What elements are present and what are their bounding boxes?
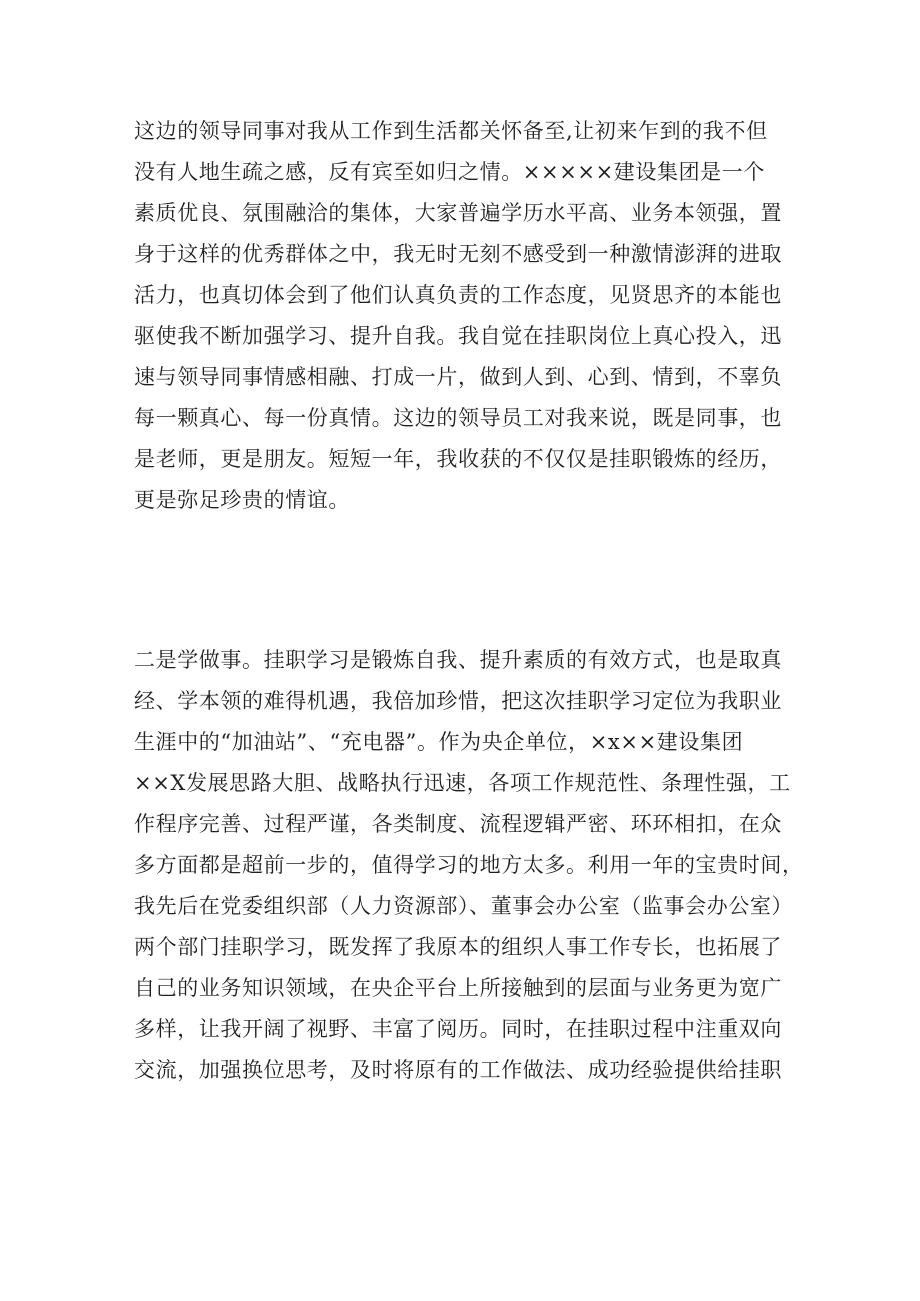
text-line: 交流，加强换位思考，及时将原有的工作做法、成功经验提供给挂职 (134, 1058, 782, 1082)
text-line: 多方面都是超前一步的，值得学习的地方太多。利用一年的宝贵时间， (134, 853, 804, 877)
text-line: 生涯中的“加油站”、“充电器”。作为央企单位，×x××建设集团 (134, 730, 744, 754)
paragraph-1 (134, 111, 814, 521)
text-line: 更是弥足珍贵的情谊。 (134, 488, 350, 512)
text-line: 这边的领导同事对我从工作到生活都关怀备至,让初来乍到的我不但 (134, 119, 768, 143)
text-line: 我先后在党委组织部（人力资源部）、董事会办公室（监事会办公室） (134, 894, 794, 918)
text-line: 是老师，更是朋友。短短一年，我收获的不仅仅是挂职锻炼的经历， (134, 447, 782, 471)
text-line: 两个部门挂职学习，既发挥了我原本的组织人事工作专长，也拓展了 (134, 935, 782, 959)
text-line: ××X发展思路大胆、战略执行迅速，各项工作规范性、条理性强，工 (134, 771, 791, 795)
text-line: 多样，让我开阔了视野、丰富了阅历。同时，在挂职过程中注重双向 (134, 1017, 782, 1041)
text-line: 速与领导同事情感相融、打成一片，做到人到、心到、情到，不辜负 (134, 365, 782, 389)
text-line: 作程序完善、过程严谨，各类制度、流程逻辑严密、环环相扣，在众 (134, 812, 782, 836)
text-line: 没有人地生疏之感，反有宾至如归之情。×××××建设集团是一个 (134, 160, 765, 184)
text-line: 二是学做事。挂职学习是锻炼自我、提升素质的有效方式，也是取真 (134, 648, 782, 672)
text-line: 驱使我不断加强学习、提升自我。我自觉在挂职岗位上真心投入，迅 (134, 324, 782, 348)
text-line: 身于这样的优秀群体之中，我无时无刻不感受到一种激情澎湃的进取 (134, 242, 782, 266)
text-line: 每一颗真心、每一份真情。这边的领导员工对我来说，既是同事，也 (134, 406, 782, 430)
text-line: 自己的业务知识领域，在央企平台上所接触到的层面与业务更为宽广 (134, 976, 782, 1000)
text-line: 经、学本领的难得机遇，我倍加珍惜，把这次挂职学习定位为我职业 (134, 689, 782, 713)
text-line: 活力，也真切体会到了他们认真负责的工作态度，见贤思齐的本能也 (134, 283, 782, 307)
text-line: 素质优良、氛围融洽的集体，大家普遍学历水平高、业务本领强，置 (134, 201, 782, 225)
paragraph-2 (134, 640, 814, 1091)
